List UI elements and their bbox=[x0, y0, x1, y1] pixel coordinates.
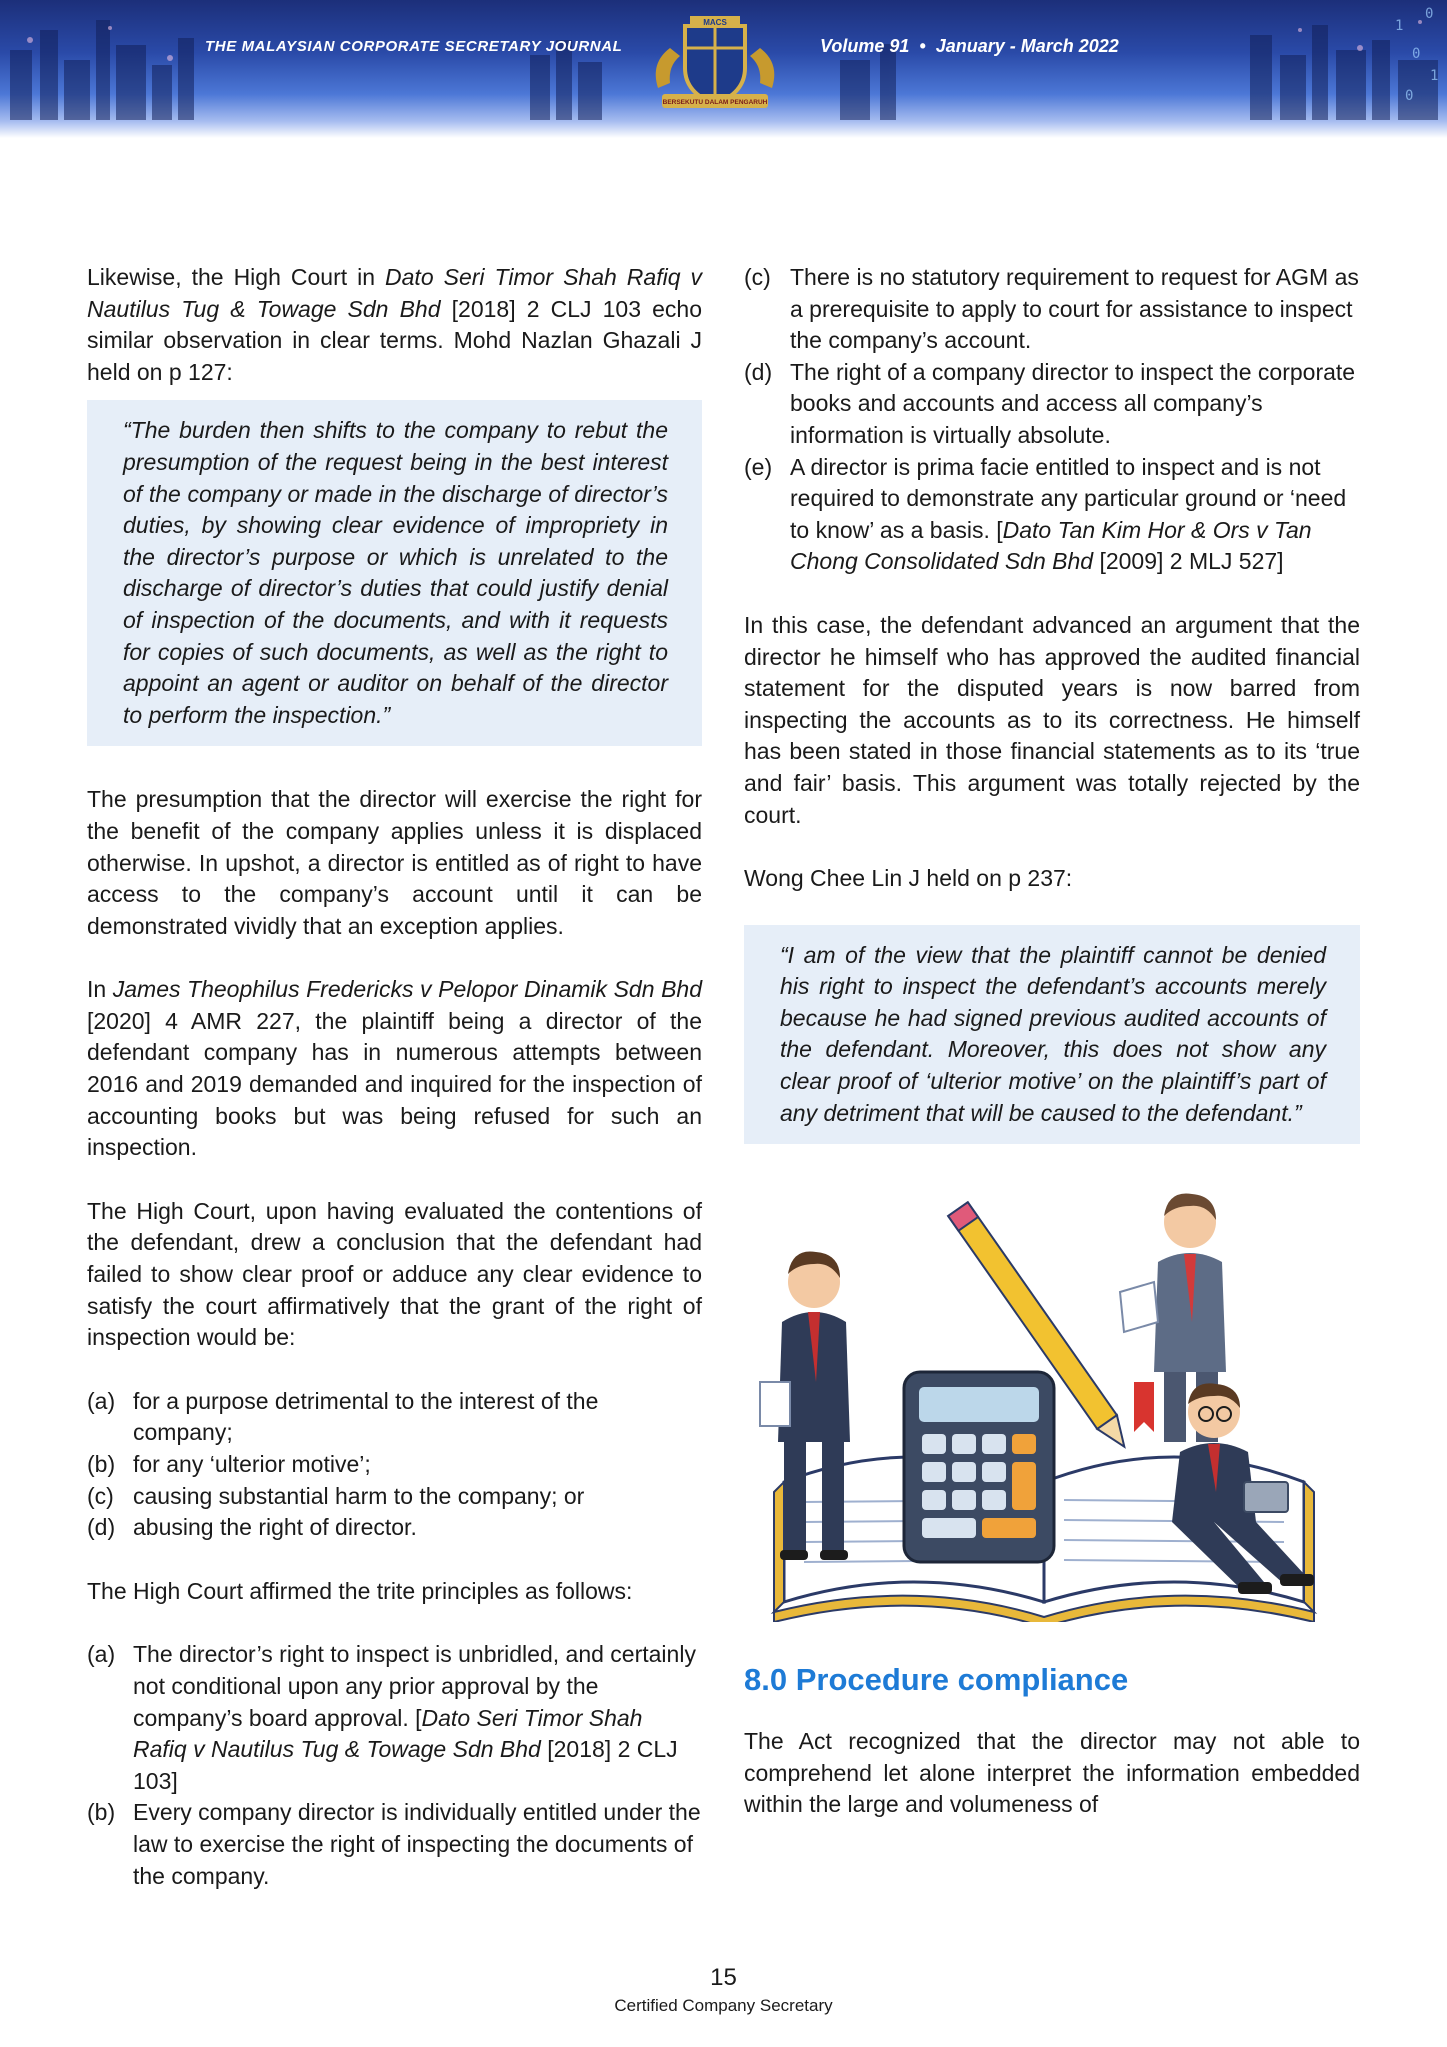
list-item: (a) The director’s right to inspect is unbridled, and certainly not conditional upon any prior approval by the company’s board approval. [Dato Seri Timor Shah Rafiq v Nautilus Tug & Towage Sdn Bhd [2018] 2 CLJ 103] bbox=[87, 1641, 696, 1794]
list-principles-1 bbox=[87, 1639, 702, 1892]
section-heading: 8.0 Procedure compliance bbox=[744, 1662, 1129, 1698]
journal-title: THE MALAYSIAN CORPORATE SECRETARY JOURNAL bbox=[205, 38, 623, 55]
svg-text:0: 0 bbox=[1425, 6, 1434, 22]
list-principles-2 bbox=[744, 262, 1360, 578]
svg-text:1: 1 bbox=[1395, 18, 1404, 34]
list-item: (d) abusing the right of director. bbox=[87, 1514, 417, 1541]
left-column bbox=[87, 262, 702, 1924]
svg-text:BERSEKUTU DALAM PENGARUH: BERSEKUTU DALAM PENGARUH bbox=[662, 99, 768, 106]
paragraph-high-court: The High Court, upon having evaluated the contentions of the defendant, drew a conclusion that the defendant had failed to show clear proof or adduce any clear evidence to satisfy the court affirmatively that the grant of the right of inspection would be: bbox=[87, 1197, 702, 1351]
quote-box-burden: “The burden then shifts to the company to rebut the presumption of the request being in the best interest of the company or made in the discharge of director’s duties, by showing clear evidence of impropriety in the director’s purpose or which is unrelated to the discharge of director’s duties that could justify denial of inspection of the documents, and with it requests for copies of such documents, as well as the right to appoint an agent or auditor on behalf of the director to perform the inspection.” bbox=[87, 400, 702, 746]
accounting-illustration bbox=[744, 1182, 1360, 1622]
macs-crest-logo bbox=[640, 8, 790, 118]
paragraph-likewise: Likewise, the High Court in Dato Seri Timor Shah Rafiq v Nautilus Tug & Towage Sdn Bhd [2018] 2 CLJ 103 echo similar observation in clear terms. Mohd Nazlan Ghazali J held on p 127: bbox=[87, 264, 702, 385]
paragraph-wong-chee-lin: Wong Chee Lin J held on p 237: bbox=[744, 865, 1073, 892]
svg-text:0: 0 bbox=[1412, 46, 1421, 62]
svg-text:1: 1 bbox=[1430, 68, 1439, 84]
svg-text:MACS: MACS bbox=[703, 18, 727, 27]
paragraph-james: In James Theophilus Fredericks v Pelopor Dinamik Sdn Bhd [2020] 4 AMR 227, the plaintiff being a director of the defendant company has in numerous attempts between 2016 and 2019 demanded and inquired for the inspection of accounting books but was being refused for such an inspection. bbox=[87, 976, 702, 1161]
footer-label: Certified Company Secretary bbox=[614, 1996, 833, 2015]
svg-text:0: 0 bbox=[1405, 88, 1414, 104]
quote-box-plaintiff: “I am of the view that the plaintiff cannot be denied his right to inspect the defendant’s accounts merely because he had signed previous audited accounts of the defendant. Moreover, this does not show any clear proof of ‘ulterior motive’ on the plaintiff’s part of any detriment that will be caused to the defendant.” bbox=[744, 925, 1360, 1145]
right-column bbox=[744, 262, 1360, 1821]
list-item: (c) causing substantial harm to the company; or bbox=[87, 1482, 585, 1509]
paragraph-affirmed: The High Court affirmed the trite principles as follows: bbox=[87, 1577, 633, 1604]
paragraph-act-recognized: The Act recognized that the director may not able to comprehend let alone interpret the information embedded within the large and volumeness of bbox=[744, 1728, 1360, 1818]
list-item: (a) for a purpose detrimental to the interest of the company; bbox=[87, 1387, 599, 1446]
list-item: (e) A director is prima facie entitled to inspect and is not required to demonstrate any particular ground or ‘need to know’ as a basis. [Dato Tan Kim Hor & Ors v Tan Chong Consolidated Sdn Bhd [2009] 2 MLJ 527] bbox=[744, 453, 1347, 575]
list-item: (b) for any ‘ulterior motive’; bbox=[87, 1451, 371, 1477]
list-item: (d) The right of a company director to inspect the corporate books and accounts and access all company’s information is virtually absolute. bbox=[744, 358, 1356, 448]
case-citation: James Theophilus Fredericks v Pelopor Dinamik Sdn Bhd bbox=[112, 976, 702, 1003]
paragraph-defendant-argument: In this case, the defendant advanced an argument that the director he himself who has approved the audited financial statement for the disputed years is now barred from inspecting the accounts as to its correctness. He himself has been stated in those financial statements as to its ‘true and fair’ basis. This argument was totally rejected by the court. bbox=[744, 611, 1360, 828]
page-number: 15 bbox=[710, 1964, 737, 1991]
list-item: (c) There is no statutory requirement to request for AGM as a prerequisite to apply to court for assistance to inspect the company’s account. bbox=[744, 264, 1359, 354]
volume-issue: Volume 91 • January - March 2022 bbox=[820, 36, 1119, 56]
list-detriment bbox=[87, 1386, 702, 1544]
case-citation: Dato Seri Timor Shah Rafiq v Nautilus Tug & Towage Sdn Bhd bbox=[87, 264, 702, 322]
list-item: (b) Every company director is individually entitled under the law to exercise the right of inspecting the documents of the company. bbox=[87, 1799, 701, 1889]
header-banner bbox=[0, 0, 1447, 138]
paragraph-presumption: The presumption that the director will exercise the right for the benefit of the company applies unless it is displaced otherwise. In upshot, a director is entitled as of right to have access to the company’s account until it can be demonstrated vividly that an exception applies. bbox=[87, 786, 702, 939]
